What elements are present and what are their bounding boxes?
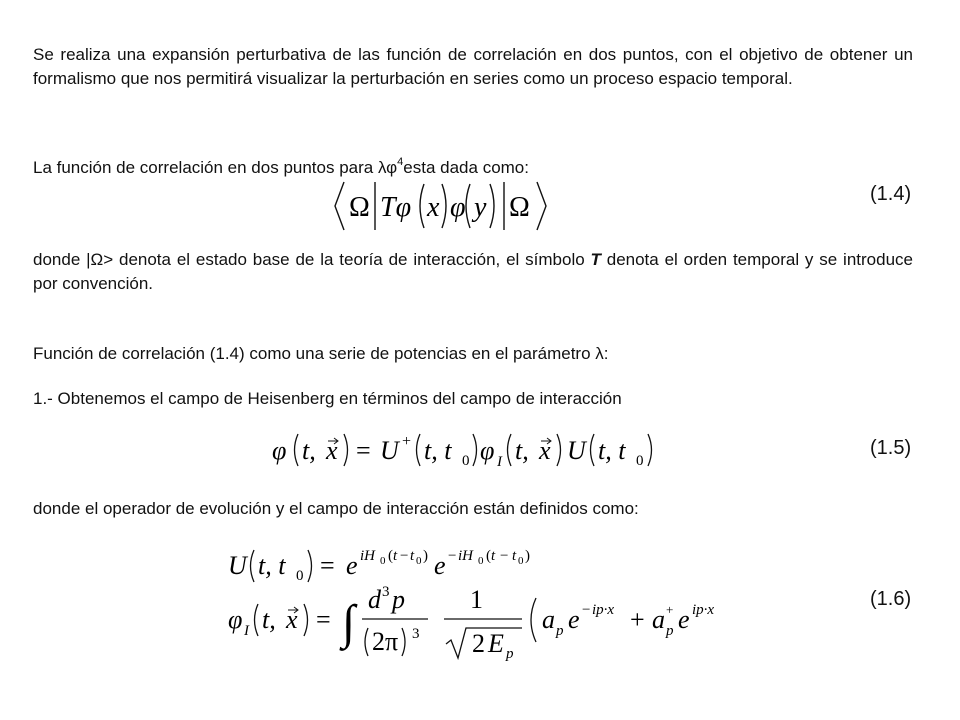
svg-text:φ: φ (228, 605, 243, 634)
svg-text:p: p (666, 623, 674, 639)
svg-text:3: 3 (412, 626, 420, 642)
svg-text:t: t (410, 548, 415, 564)
svg-text:Tφ: Tφ (380, 192, 412, 223)
operators-statement: donde el operador de evolución y el campo de interacción están definidos como: (33, 499, 639, 518)
svg-text:0: 0 (518, 555, 524, 567)
correlation-lead: La función de correlación en dos puntos para λφ (33, 158, 398, 177)
svg-text:d: d (368, 585, 381, 614)
svg-text:φ: φ (480, 436, 495, 465)
svg-text:∫: ∫ (342, 596, 356, 649)
svg-text:a: a (652, 605, 665, 634)
svg-text:I: I (244, 623, 249, 639)
svg-text:p: p (506, 646, 514, 662)
svg-text:U: U (567, 436, 586, 465)
svg-text:0: 0 (462, 453, 470, 469)
equation-1-5-number: (1.5) (870, 437, 912, 459)
svg-text:Ω: Ω (509, 192, 530, 223)
svg-text:−: − (500, 548, 509, 564)
svg-text:U: U (380, 436, 399, 465)
svg-text:x: x (427, 192, 440, 223)
svg-text:2: 2 (472, 629, 485, 658)
correlation-exponent: 4 (397, 156, 404, 168)
svg-text:t: t (491, 548, 496, 564)
svg-text:iH: iH (458, 548, 473, 564)
equation-1-5-graphic (268, 428, 668, 472)
svg-text:φ: φ (272, 436, 287, 465)
definition-text-a: donde |Ω> denota el estado base de la teoría de interacción, el símbolo (33, 250, 591, 269)
correlation-intro (33, 150, 913, 180)
svg-text:(: ( (486, 548, 491, 564)
svg-text:=: = (316, 605, 331, 634)
svg-text:a: a (542, 605, 555, 634)
svg-text:1: 1 (470, 585, 483, 614)
equation-1-5 (268, 428, 668, 477)
svg-text:3: 3 (382, 584, 390, 600)
svg-text:iH: iH (360, 548, 375, 564)
svg-text:−: − (582, 602, 591, 618)
svg-text:I: I (497, 454, 502, 470)
svg-text:e: e (346, 551, 358, 580)
svg-text:=: = (320, 551, 335, 580)
svg-text:): ) (525, 548, 530, 564)
svg-text:0: 0 (416, 555, 422, 567)
svg-text:−: − (400, 548, 409, 564)
correlation-tail: esta dada como: (403, 158, 529, 177)
svg-text:0: 0 (380, 555, 386, 567)
step-1-text: 1.- Obtenemos el campo de Heisenberg en términos del campo de interacción (33, 389, 622, 408)
svg-text:t, t: t, t (598, 436, 626, 465)
svg-text:E: E (488, 629, 504, 658)
intro-paragraph: Se realiza una expansión perturbativa de las función de correlación en dos puntos, con el objetivo de obtener un formalismo que nos permitirá visualizar la perturbación en series como un proceso espacio temporal. (33, 45, 913, 88)
svg-text:2π: 2π (372, 627, 399, 656)
svg-text:t,: t, (262, 605, 276, 634)
svg-text:+: + (666, 602, 674, 617)
svg-text:p: p (392, 585, 405, 614)
svg-text:U: U (228, 551, 247, 580)
svg-text:ip·x: ip·x (692, 602, 715, 618)
svg-text:t, t: t, t (424, 436, 452, 465)
definition-text-b: denota el orden temporal y se introduce por convención. (33, 250, 913, 293)
svg-text:t: t (393, 548, 398, 564)
equation-1-4-graphic (332, 178, 572, 234)
svg-text:t: t (512, 548, 517, 564)
svg-text:(: ( (388, 548, 393, 564)
svg-text:−: − (448, 548, 457, 564)
svg-text:=: = (356, 436, 371, 465)
svg-text:0: 0 (296, 568, 304, 584)
svg-text:t,: t, (515, 436, 529, 465)
svg-text:φ: φ (450, 192, 466, 223)
svg-text:0: 0 (478, 555, 484, 567)
time-order-symbol: T (590, 250, 601, 269)
svg-text:x: x (539, 436, 551, 465)
svg-text:y: y (474, 192, 487, 223)
svg-text:t, t: t, t (258, 551, 286, 580)
equation-1-4 (332, 178, 572, 242)
svg-text:x: x (286, 605, 298, 634)
definition-paragraph (33, 248, 913, 296)
equation-1-4-number: (1.4) (870, 183, 912, 205)
svg-text:e: e (568, 605, 580, 634)
equation-1-6-number: (1.6) (870, 588, 912, 610)
equation-1-6 (222, 540, 742, 675)
series-statement: Función de correlación (1.4) como una serie de potencias en el parámetro λ: (33, 344, 609, 363)
svg-text:+: + (630, 605, 645, 634)
svg-text:x: x (326, 436, 338, 465)
svg-text:0: 0 (636, 453, 644, 469)
equation-1-6-graphic (222, 540, 742, 670)
svg-text:t,: t, (302, 436, 316, 465)
svg-text:): ) (423, 548, 428, 564)
svg-text:ip·x: ip·x (592, 602, 615, 618)
svg-text:p: p (556, 623, 564, 639)
svg-text:e: e (434, 551, 446, 580)
svg-text:Ω: Ω (349, 192, 370, 223)
svg-text:e: e (678, 605, 690, 634)
svg-text:+: + (402, 433, 412, 450)
